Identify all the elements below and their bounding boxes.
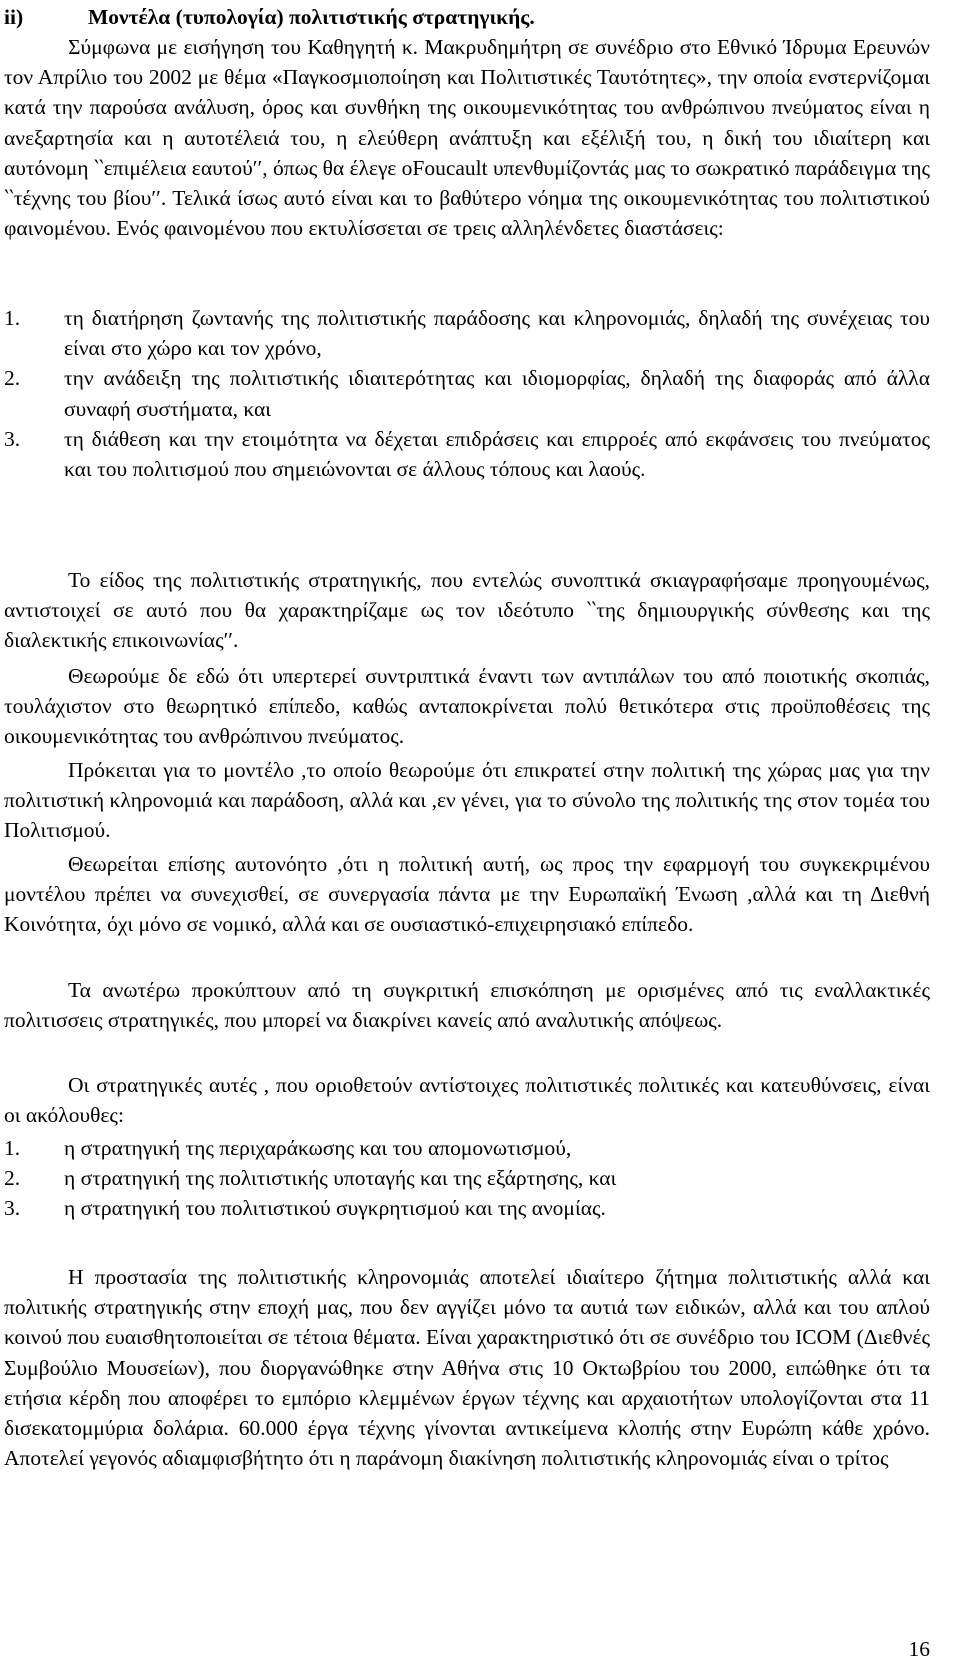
paragraph-superiority: Θεωρούμε δε εδώ ότι υπερτερεί συντριπτικά έναντι των αντιπάλων του από ποιοτικής σκοπιάς, τουλάχιστον στο θεωρητικό επίπεδο, καθώς ανταποκρίνεται πολύ θετικότερα στις προϋποθέσεις της οικουμενικότητας του ανθρώπινου πνεύματος.	[4, 664, 930, 749]
list-item-text: η στρατηγική του πολιτιστικού συγκρητισμού και της ανομίας.	[64, 1196, 606, 1221]
section-title: Μοντέλα (τυπολογία) πολιτιστικής στρατηγικής.	[88, 5, 535, 29]
paragraph-strategies-intro: Οι στρατηγικές αυτές , που οριοθετούν αντίστοιχες πολιτιστικές πολιτικές και κατευθύνσεις, είναι οι ακόλουθες:	[4, 1073, 930, 1128]
section-heading	[4, 2, 535, 32]
list-item-number: 1.	[4, 306, 21, 330]
list-item-text: η στρατηγική της περιχαράκωσης και του απομονωτισμού,	[64, 1136, 572, 1160]
page-number: 16	[908, 1637, 930, 1661]
list-item	[4, 424, 930, 484]
list-item-number: 2.	[4, 366, 21, 391]
list-item	[4, 1163, 930, 1193]
paragraph-model: Πρόκειται για το μοντέλο ,το οποίο θεωρούμε ότι επικρατεί στην πολιτική της χώρας μας για την πολιτιστική κληρονομιά και παράδοση, αλλά και ,εν γένει, για το σύνολο της πολιτικής της στον τομέα του Πολιτισμού.	[4, 758, 930, 843]
list-item-text: τη διάθεση και την ετοιμότητα να δέχεται επιδράσεις και επιρροές από εκφάνσεις του πνεύματος και του πολιτισμού που σημειώνονται σε άλλους τόπους και λαούς.	[64, 426, 930, 482]
list-item-number: 1.	[4, 1136, 21, 1160]
paragraph-comparison: Τα ανωτέρω προκύπτουν από τη συγκριτική επισκόπηση με ορισμένες από τις εναλλακτικές πολιτισσεις στρατηγικές, που μπορεί να διακρίνει κανείς από αναλυτικής απόψεως.	[4, 978, 930, 1033]
list-item	[4, 303, 930, 363]
strategies-list	[4, 1133, 930, 1224]
dimensions-list	[4, 303, 930, 484]
paragraph-heritage-protection: Η προστασία της πολιτιστικής κληρονομιάς αποτελεί ιδιαίτερο ζήτημα πολιτιστικής αλλά και πολιτικής στρατηγικής στην εποχή μας, που δεν αγγίζει μόνο τα αυτιά των ειδικών, αλλά και του απλού κοινού που ευαισθητοποιείται σε τέτοια θέματα. Είναι χαρακτηριστικό ότι σε συνέδριο του ICOM (Διεθνές Συμβούλιο Μουσείων), που διοργανώθηκε στην Αθήνα στις 10 Οκτωβρίου του 2000, ειπώθηκε ότι τα ετήσια κέρδη που αποφέρει το εμπόριο κλεμμένων έργων τέχνης και αρχαιοτήτων υπολογίζονται στα 11 δισεκατομμύρια δολάρια. 60.000 έργα τέχνης γίνονται αντικείμενα κλοπής στην Ευρώπη κάθε χρόνο. Αποτελεί γεγονός αδιαμφισβήτητο ότι η παράνομη διακίνηση πολιτιστικής κληρονομιάς είναι ο τρίτος	[4, 1265, 930, 1471]
intro-paragraph: Σύμφωνα με εισήγηση του Καθηγητή κ. Μακρυδημήτρη σε συνέδριο στο Εθνικό Ίδρυμα Ερευνών τον Απρίλιο του 2002 με θέμα «Παγκοσμιοποίηση και Πολιτιστικές Ταυτότητες», την οποία ενστερνίζομαι κατά την παρούσα ανάλυση, όρος και συνθήκη της οικουμενικότητας του ανθρώπινου πνεύματος είναι η ανεξαρτησία και η αυτοτέλειά του, η ελεύθερη ανάπτυξη και εξέλιξή του, η δική του ιδιαίτερη και αυτόνομη ‵‵επιμέλεια εαυτού′′, όπως θα έλεγε οFoucault υπενθυμίζοντάς μας το σωκρατικό παράδειγμα της ‵‵τέχνης του βίου′′. Τελικά ίσως αυτό είναι και το βαθύτερο νόημα της οικουμενικότητας του πολιτιστικού φαινομένου. Ενός φαινομένου που εκτυλίσσεται σε τρεις αλληλένδετες διαστάσεις:	[4, 35, 930, 241]
list-item	[4, 1193, 930, 1223]
list-item-text: η στρατηγική της πολιτιστικής υποταγής και της εξάρτησης, και	[64, 1166, 617, 1191]
list-item	[4, 1133, 930, 1163]
list-item-number: 2.	[4, 1166, 21, 1191]
paragraph-continuation: Θεωρείται επίσης αυτονόητο ,ότι η πολιτική αυτή, ως προς την εφαρμογή του συγκεκριμένου μοντέλου πρέπει να συνεχισθεί, σε συνεργασία πάντα με την Ευρωπαϊκή Ένωση ,αλλά και τη Διεθνή Κοινότητα, όχι μόνο σε νομικό, αλλά και σε ουσιαστικό-επιχειρησιακό επίπεδο.	[4, 852, 930, 937]
list-item-number: 3.	[4, 426, 21, 451]
list-item-text: την ανάδειξη της πολιτιστικής ιδιαιτερότητας και ιδιομορφίας, δηλαδή της διαφοράς από άλλα συναφή συστήματα, και	[64, 366, 930, 421]
section-number: ii)	[4, 5, 24, 29]
paragraph-ideal-type: Το είδος της πολιτιστικής στρατηγικής, που εντελώς συνοπτικά σκιαγραφήσαμε προηγουμένως, αντιστοιχεί σε αυτό που θα χαρακτηρίζαμε ως τον ιδεότυπο ‵‵της δημιουργικής σύνθεσης και της διαλεκτικής επικοινωνίας′′.	[4, 568, 930, 653]
list-item-number: 3.	[4, 1196, 21, 1221]
list-item	[4, 363, 930, 423]
list-item-text: τη διατήρηση ζωντανής της πολιτιστικής παράδοσης και κληρονομιάς, δηλαδή της συνέχειας του είναι στο χώρο και τον χρόνο,	[64, 306, 930, 361]
